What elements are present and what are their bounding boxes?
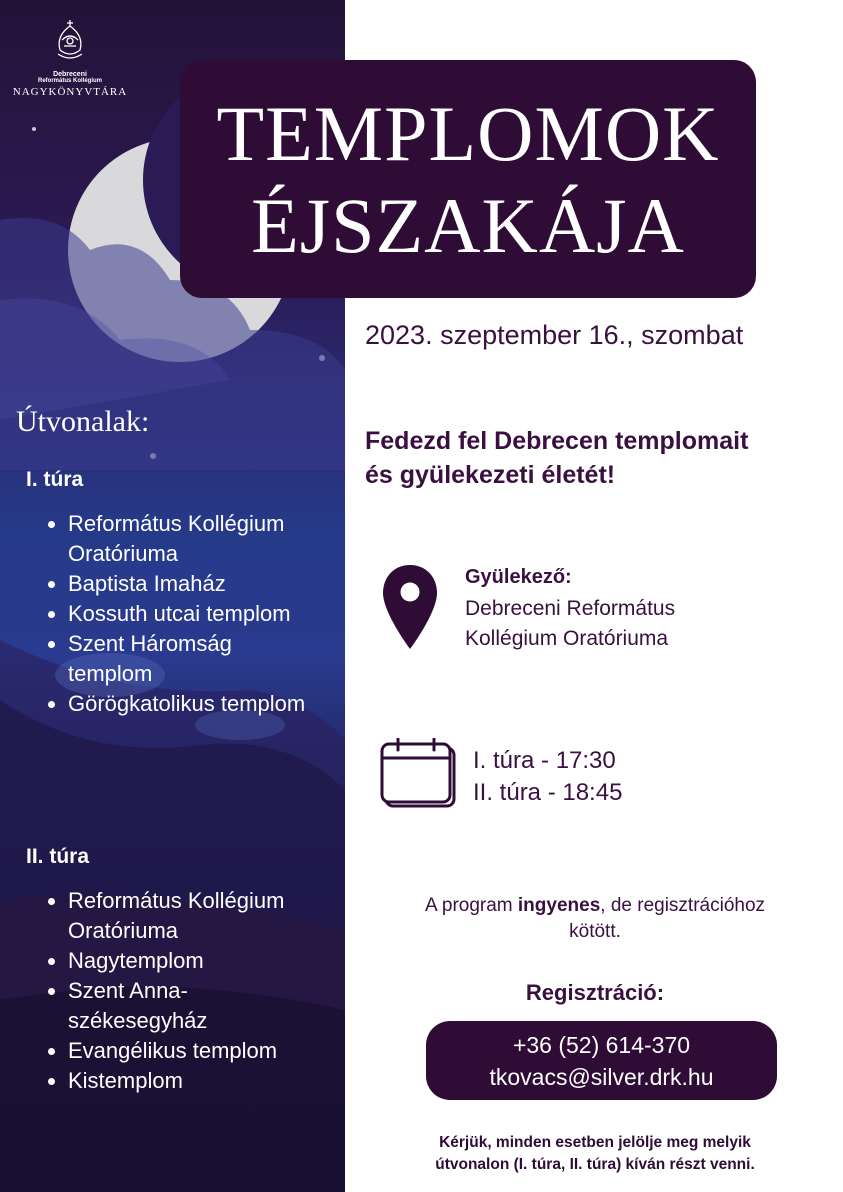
logo-line2: Református Kollégium [37, 78, 102, 84]
list-item: • Kistemplom [68, 1066, 308, 1096]
calendar-icon [380, 738, 458, 810]
routes-title: Útvonalak: [16, 405, 150, 438]
free-prefix: A program [424, 895, 518, 916]
list-item: • Nagytemplom [68, 946, 308, 976]
tagline-line1: Fedezd fel Debrecen templomait [365, 427, 749, 455]
list-item: • Kossuth utcai templom [68, 599, 308, 629]
tour2-heading: II. túra [26, 845, 90, 868]
registration-note [365, 1132, 825, 1176]
meeting-line2: Kollégium Oratóriuma [465, 627, 669, 650]
tagline [365, 424, 835, 492]
note-line2: útvonalon (I. túra, II. túra) kíván részt venni. [435, 1156, 755, 1173]
list-item: • Szent Háromság templom [68, 629, 308, 689]
tour1-time: I. túra - 17:30 [473, 747, 616, 774]
free-bold: ingyenes [517, 895, 601, 916]
tagline-line2: és gyülekezeti életét! [365, 461, 616, 489]
list-item: • Görögkatolikus templom [68, 689, 308, 719]
event-date: 2023. szeptember 16., szombat [365, 320, 744, 350]
logo-line3: NAGYKÖNYVTÁRA [12, 86, 128, 98]
meeting-label: Gyülekező: [465, 566, 572, 588]
tour1-stop-list [16, 509, 308, 719]
registration-email[interactable]: tkovacs@silver.drk.hu [489, 1064, 714, 1090]
list-item: • Református Kollégium Oratóriuma [68, 509, 308, 569]
list-item: • Református Kollégium Oratóriuma [68, 886, 308, 946]
free-line2: kötött. [569, 921, 621, 942]
free-program-text [360, 893, 830, 945]
meeting-place [465, 594, 765, 654]
list-item: • Baptista Imaház [68, 569, 308, 599]
library-logo [0, 18, 140, 98]
tour-times [473, 745, 622, 809]
tour2-stop-list [16, 886, 308, 1096]
meeting-line1: Debreceni Református [465, 597, 676, 620]
note-line1: Kérjük, minden esetben jelölje meg melyik [439, 1134, 751, 1151]
location-pin-icon [381, 563, 439, 651]
registration-contacts [426, 1029, 777, 1093]
tour2-time: II. túra - 18:45 [473, 779, 623, 806]
list-item: • Evangélikus templom [68, 1036, 308, 1066]
logo-line1: Debreceni [53, 71, 87, 78]
free-line1 [360, 893, 830, 919]
title-line1: TEMPLOMOK [216, 90, 720, 177]
church-emblem-icon [52, 18, 88, 64]
list-item: • Szent Anna-székesegyház [68, 976, 308, 1036]
registration-phone[interactable]: +36 (52) 614-370 [512, 1032, 691, 1058]
event-title [180, 88, 756, 272]
title-line2: ÉJSZAKÁJA [251, 182, 685, 269]
free-suffix: , de regisztrációhoz [600, 895, 766, 916]
registration-title: Regisztráció: [525, 980, 665, 1005]
tour1-heading: I. túra [26, 468, 84, 491]
